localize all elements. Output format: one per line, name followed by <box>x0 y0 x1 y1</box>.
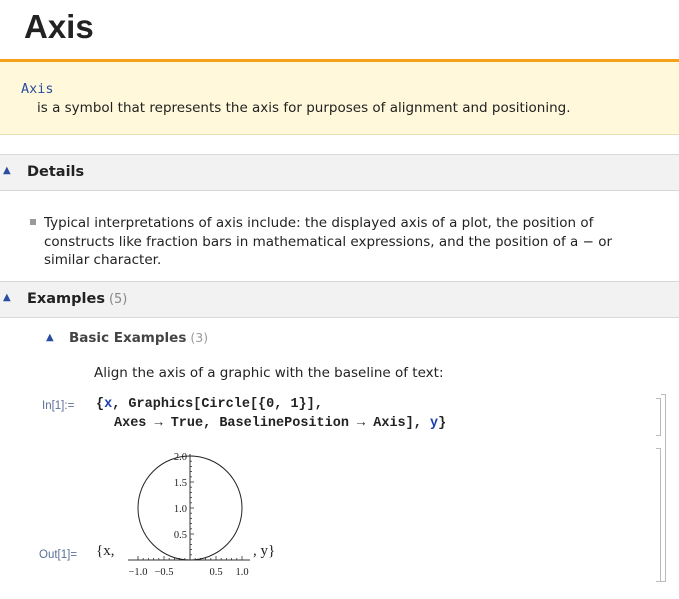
x-tick-label: 1.0 <box>235 567 249 578</box>
examples-section-header[interactable] <box>0 281 679 318</box>
code-token: { <box>96 397 105 412</box>
y-tick-label: 1.0 <box>173 504 187 515</box>
input-label: In[1]:= <box>42 400 75 412</box>
input-code-line-1[interactable] <box>96 397 323 412</box>
bullet-icon <box>30 219 36 225</box>
details-heading[interactable]: Details <box>27 164 85 180</box>
output-open: {x, <box>96 543 115 559</box>
output-label: Out[1]= <box>39 549 78 561</box>
page-title: Axis <box>24 8 94 45</box>
usage-box <box>0 62 679 135</box>
output-cell-bracket[interactable] <box>656 448 661 582</box>
examples-heading-text[interactable]: Examples <box>27 291 105 307</box>
code-token: } <box>438 416 447 431</box>
x-tick-label: −1.0 <box>128 567 148 578</box>
usage-description: is a symbol that represents the axis for purposes of alignment and positioning. <box>37 100 571 116</box>
group-cell-bracket[interactable] <box>661 394 666 582</box>
basic-examples-heading-text[interactable]: Basic Examples <box>69 330 187 346</box>
examples-count: (5) <box>108 292 128 307</box>
y-tick-label: 2.0 <box>173 452 187 463</box>
input-code-line-2[interactable] <box>114 416 446 431</box>
code-token: Axes → True, BaselinePosition → Axis], <box>114 416 430 431</box>
details-item: Typical interpretations of axis include: the displayed axis of a plot, the position of constructs like fraction bars in mathematical expressions, and the position of a − or similar character. <box>44 215 613 268</box>
usage-symbol[interactable]: Axis <box>21 81 54 97</box>
basic-examples-count: (3) <box>190 330 209 345</box>
code-token-y: y <box>429 416 439 431</box>
y-tick-label: 1.5 <box>173 478 187 489</box>
details-section-header[interactable] <box>0 154 679 191</box>
code-token: , Graphics[Circle[{0, 1}], <box>112 397 323 412</box>
circle-plot <box>110 445 250 580</box>
y-tick-label: 0.5 <box>173 530 187 541</box>
x-tick-label: 0.5 <box>209 567 223 578</box>
collapse-arrow-icon[interactable]: ▲ <box>46 332 54 343</box>
output-close: , y} <box>253 543 276 559</box>
x-tick-label: −0.5 <box>154 567 174 578</box>
collapse-arrow-icon[interactable]: ▲ <box>3 165 11 176</box>
collapse-arrow-icon[interactable]: ▲ <box>3 292 11 303</box>
example-caption: Align the axis of a graphic with the baseline of text: <box>94 365 444 381</box>
basic-examples-heading[interactable] <box>69 330 208 346</box>
code-token-x: x <box>104 397 113 412</box>
examples-heading[interactable] <box>27 291 127 307</box>
